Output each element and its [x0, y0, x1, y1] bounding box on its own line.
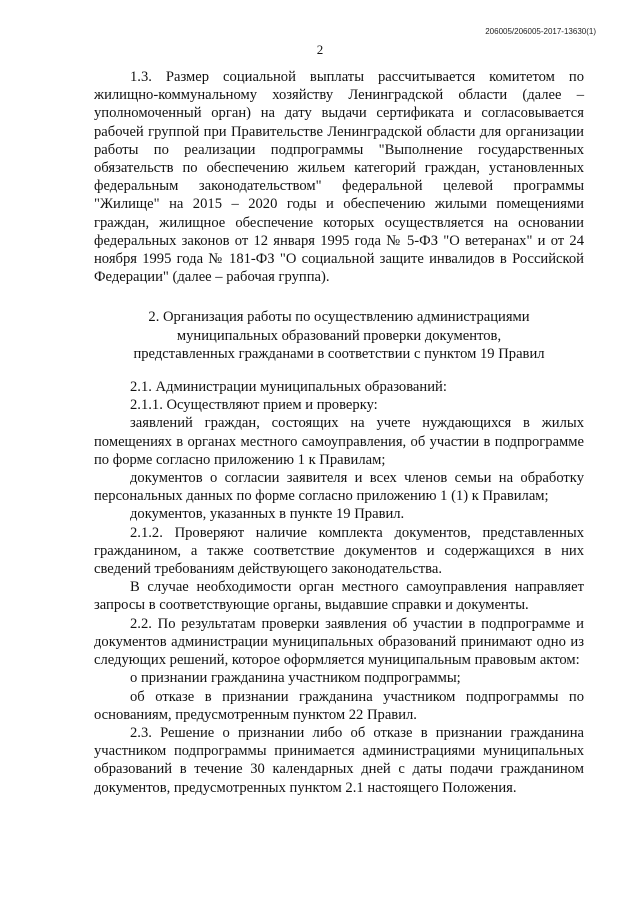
section-2-title — [94, 308, 584, 363]
page-number: 2 — [316, 42, 324, 57]
paragraph-2-1: 2.1. Администрации муниципальных образований: — [130, 379, 447, 396]
paragraph-2-1-1-c: документов, указанных в пункте 19 Правил. — [130, 506, 405, 523]
paragraph-2-1-2: 2.1.2. Проверяют наличие комплекта документов, представленных гражданином, а также соответствие документов и содержащихся в них сведений требованиям действующего законодательства. — [94, 524, 584, 578]
section-2-title-line: муниципальных образований проверки документов, — [176, 327, 502, 344]
paragraph-2-1-1: 2.1.1. Осуществляют прием и проверку: — [130, 397, 378, 414]
paragraph-2-1-2-b: В случае необходимости орган местного самоуправления направляет запросы в соответствующие органы, выдавшие справки и документы. — [94, 579, 584, 614]
section-2-title-line: представленных гражданами в соответствии с пунктом 19 Правил — [133, 345, 545, 362]
paragraph-2-1-1-b: документов о согласии заявителя и всех членов семьи на обработку персональных данных по форме согласно приложению 1 (1) к Правилам; — [94, 470, 584, 505]
paragraph-1-3: 1.3. Размер социальной выплаты рассчитывается комитетом по жилищно-коммунальному хозяйству Ленинградской области (далее – уполномоченный орган) на дату выдачи сертификата и согласовывается рабочей группой при Правительстве Ленинградской области для организации работы по реализации подпрограммы "Выполнение государственных обязательств по обеспечению жильем категорий граждан, установленных федеральным законодательством" федеральной целевой программы "Жилище" на 2015 – 2020 годы и обеспечению жилыми помещениями граждан, жилищное обеспечение которых осуществляется на основании федеральных законов от 12 января 1995 года № 5-ФЗ "О ветеранах" и от 24 ноября 1995 года № 181-ФЗ "О социальной защите инвалидов в Российской Федерации" (далее – рабочая группа). — [94, 69, 584, 286]
document-id: 206005/206005-2017-13630(1) — [485, 27, 596, 36]
section-2-title-line: 2. Организация работы по осуществлению администрациями — [148, 309, 530, 326]
paragraph-2-2-a: о признании гражданина участником подпрограммы; — [130, 670, 461, 687]
paragraph-2-3: 2.3. Решение о признании либо об отказе в признании гражданина участником подпрограммы принимается администрациями муниципальных образований в течение 30 календарных дней с даты подачи гражданином документов, предусмотренных пунктом 2.1 настоящего Положения. — [94, 724, 584, 796]
paragraph-2-1-1-a: заявлений граждан, состоящих на учете нуждающихся в жилых помещениях в органах местного самоуправления, об участии в подпрограмме по форме согласно приложению 1 к Правилам; — [94, 415, 584, 468]
paragraph-2-2-b: об отказе в признании гражданина участником подпрограммы по основаниям, предусмотренным пунктом 22 Правил. — [94, 688, 584, 723]
paragraph-2-2: 2.2. По результатам проверки заявления об участии в подпрограмме и документов администрации муниципальных образований принимают одно из следующих решений, которое оформляется муниципальным правовым актом: — [94, 615, 584, 669]
document-body — [94, 68, 584, 797]
